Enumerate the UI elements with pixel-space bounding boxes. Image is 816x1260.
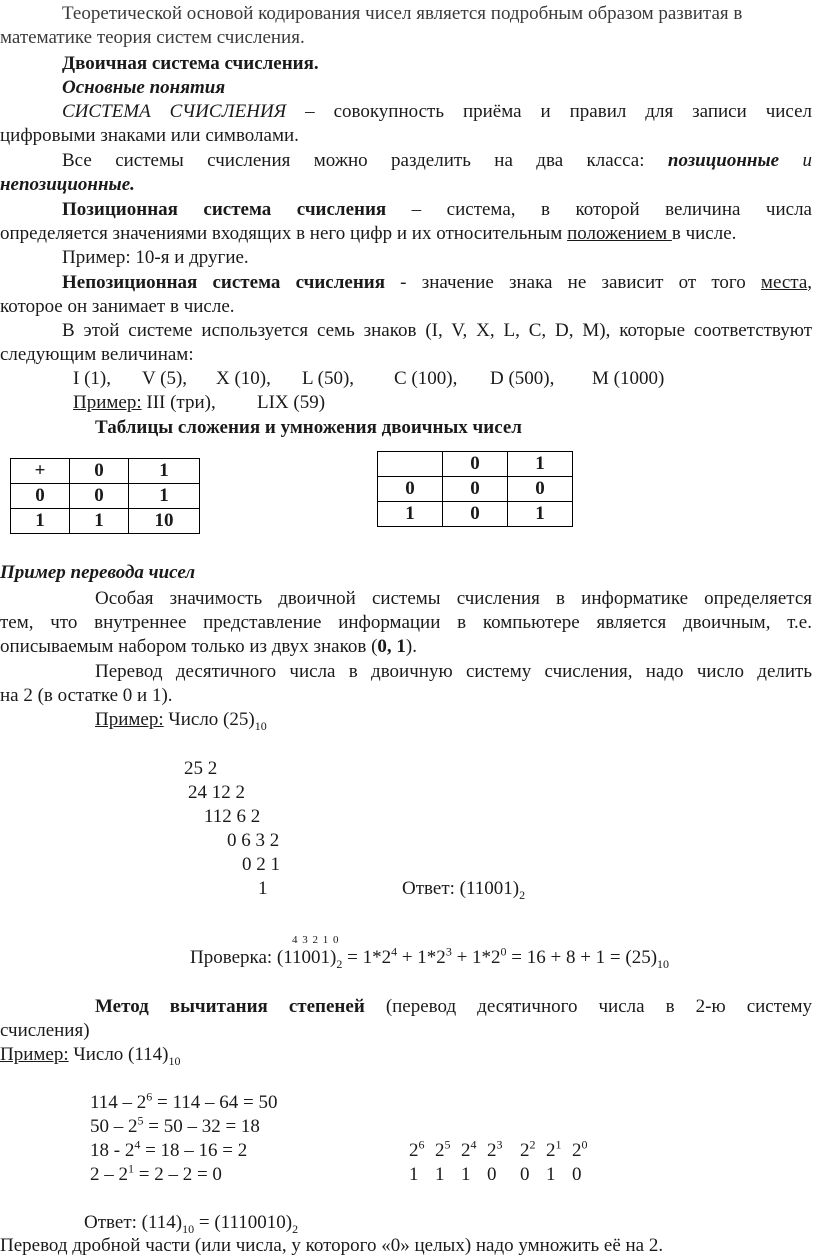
nonpositional-rest-a: - значение знака не зависит от того [385,272,761,293]
term-nonpositional-system: Непозиционная система счисления [62,272,385,293]
subtraction-line-1 [0,996,812,1018]
check-sub-1: 2 [336,956,343,971]
check-sup-3: 0 [500,944,507,959]
conversion-answer-sub: 2 [519,887,526,902]
check-digit-positions: 4 3 2 1 0 [292,934,340,946]
roman-value-7: M (1000) [592,368,665,389]
positional-underlined: положением [567,223,672,244]
subtraction-answer-sub-2: 2 [292,1221,299,1236]
bit-cell: 1 [546,1164,556,1185]
power-exp: 4 [470,1137,477,1152]
check-label: Проверка: (11001) [190,947,337,968]
term-positional: позиционные [667,150,780,171]
definition-rest: – совокупность приёма и правил для записи чисел [286,101,813,122]
conversion-example-text: Число (25) [163,709,255,730]
nonpositional-line-3: В этой системе используется семь знаков (I, V, X, L, C, D, M), которые соответствуют [62,320,812,341]
subtraction-example-text: Число (114) [68,1044,169,1065]
check-eq-4: = 16 + 8 + 1 = (25) [506,947,658,968]
division-step-5: 0 2 1 [242,854,280,875]
definition-line-1 [0,101,812,123]
subtraction-rest: (перевод десятичного числа в 2-ю систему [364,996,812,1017]
power-cell: $2^5$ [435,1137,451,1161]
subtraction-step [90,1137,248,1162]
conversion-example-label: Пример: [95,709,164,730]
check-eq-3: + 1*2 [451,947,501,968]
table-cell: 0 [443,452,508,477]
nonpositional-line-1 [0,272,812,294]
roman-value-2: V (5), [142,368,188,389]
conversion-p1-3c: ). [405,636,417,657]
bit-cell: 0 [520,1164,530,1185]
table-cell: 1 [508,502,573,527]
roman-example [73,392,216,414]
step-power: 6 [146,1089,153,1104]
power-cell: $2^4$ [461,1137,477,1161]
bit-cell: 1 [435,1164,445,1185]
conversion-answer [402,878,525,900]
table-cell: 0 [70,459,129,484]
intro-line-1: Теоретической основой кодирования чисел является подробным образом развитая в [62,3,743,24]
step-a: 50 – 2 [90,1116,138,1137]
conversion-p2-line-2: на 2 (в остатке 0 и 1). [0,685,173,706]
table-row [11,459,200,484]
term-number-system: СИСТЕМА СЧИСЛЕНИЯ [62,101,287,122]
table-cell: 0 [378,477,443,502]
conversion-example [95,709,267,731]
table-cell: 1 [508,452,573,477]
conversion-p1-3a: описываемым набором только из двух знаков ( [0,636,378,657]
table-row [378,452,573,477]
table-row [11,484,200,509]
subtraction-step [90,1113,260,1138]
positional-rest: – система, в которой величина числа [386,199,812,220]
conversion-heading: Пример перевода чисел [0,562,196,583]
check-eq-2: + 1*2 [397,947,446,968]
subtraction-step [90,1161,222,1186]
term-subtraction-method: Метод вычитания степеней [95,996,365,1017]
conversion-p1-line-1: Особая значимость двоичной системы счисления в информатике определяется [95,588,812,609]
subtraction-example [0,1044,181,1066]
roman-value-3: X (10), [216,368,271,389]
conversion-p1-line-3 [0,636,417,658]
table-cell: 1 [129,459,200,484]
term-nonpositional: непозиционные. [0,174,135,195]
check-sub-2: 10 [657,956,670,971]
division-step-3: 112 6 2 [204,806,261,827]
table-cell: 0 [443,502,508,527]
classes-line-1 [0,150,812,172]
step-b: = 2 – 2 = 0 [134,1164,222,1185]
table-cell: 0 [508,477,573,502]
conversion-answer-text: Ответ: (11001) [402,878,520,899]
subtraction-example-label: Пример: [0,1044,69,1065]
bit-cell: 1 [461,1164,471,1185]
term-positional-system: Позиционная система счисления [62,199,387,220]
step-b: = 114 – 64 = 50 [152,1092,278,1113]
roman-value-4: L (50), [302,368,355,389]
positional-example: Пример: 10-я и другие. [62,247,249,268]
table-row [378,502,573,527]
table-row [11,509,200,534]
roman-example-2: LIX (59) [257,392,326,413]
roman-value-6: D (500), [490,368,555,389]
positional-line-1 [0,199,812,221]
final-line: Перевод дробной части (или числа, у которого «0» целых) надо умножить её на 2. [0,1235,664,1256]
table-cell [378,452,443,477]
nonpositional-line-2: которое он занимает в числе. [0,296,235,317]
classes-and: и [779,150,812,171]
tables-heading: Таблицы сложения и умножения двоичных чисел [95,417,522,438]
roman-value-5: C (100), [394,368,458,389]
subtraction-line-2: счисления) [0,1020,90,1041]
positional-line-2 [0,223,736,245]
conversion-p1-3b: 0, 1 [377,636,406,657]
table-cell: 0 [70,484,129,509]
division-step-6: 1 [258,878,268,899]
check-sup-1: 4 [391,944,398,959]
power-cell: $2^6$ [409,1137,425,1161]
nonpositional-rest-b: , [807,272,813,293]
bit-cell: 1 [409,1164,419,1185]
power-exp: 2 [529,1137,536,1152]
check-sup-2: 3 [445,944,452,959]
power-cell: $2^2$ [520,1137,536,1161]
step-b: = 50 – 32 = 18 [143,1116,260,1137]
step-b: = 18 – 16 = 2 [140,1140,248,1161]
power-cell: $2^1$ [546,1137,562,1161]
subtraction-answer-a: Ответ: (114) [84,1212,183,1233]
table-cell: 1 [378,502,443,527]
subtraction-answer-b: = (1110010) [194,1212,293,1233]
check-eq-1: = 1*2 [342,947,392,968]
step-power: 5 [137,1113,144,1128]
conversion-p1-line-2: тем, что внутреннее представление информации в компьютере является двоичным, т.е. [0,612,812,633]
conversion-p2-line-1: Перевод десятичного числа в двоичную систему счисления, надо число делить [95,661,812,682]
table-cell: 1 [11,509,70,534]
subtraction-example-sub: 10 [168,1053,181,1068]
bit-cell: 0 [572,1164,582,1185]
intro-line-2: математике теория систем счисления. [0,27,305,48]
heading-basic-concepts: Основные понятия [62,77,226,98]
step-power: 4 [134,1137,141,1152]
subtraction-answer [84,1212,298,1234]
addition-table [10,458,200,534]
division-step-1: 25 2 [184,758,218,779]
nonpositional-line-4: следующим величинам: [0,344,194,365]
table-cell: 1 [129,484,200,509]
conversion-example-sub: 10 [254,718,267,733]
power-exp: 6 [418,1137,425,1152]
table-cell: 0 [443,477,508,502]
subtraction-step [90,1089,278,1114]
heading-binary-system: Двоичная система счисления. [62,53,319,74]
power-cell: $2^3$ [487,1137,503,1161]
step-power: 1 [128,1161,134,1176]
definition-line-2: цифровыми знаками или символами. [0,125,299,146]
table-cell: 0 [11,484,70,509]
power-exp: 5 [444,1137,451,1152]
step-a: 18 - 2 [90,1140,135,1161]
table-cell: 1 [70,509,129,534]
multiplication-table [377,451,573,527]
nonpositional-underlined: места [760,272,808,293]
power-exp: 3 [496,1137,503,1152]
bit-cell: 0 [487,1164,497,1185]
table-cell: 10 [129,509,200,534]
power-exp: 0 [581,1137,588,1152]
classes-text: Все системы счисления можно разделить на два класса: [62,150,668,171]
division-step-2: 24 12 2 [188,782,245,803]
power-exp: 1 [555,1137,562,1152]
step-a: 114 – 2 [90,1092,147,1113]
roman-example-label: Пример: [73,392,142,413]
roman-example-1: III (три), [141,392,216,413]
step-a: 2 – 2 [90,1164,128,1185]
positional-line-2a: определяется значениями входящих в него цифр и их относительным [0,223,568,244]
division-step-4: 0 6 3 2 [227,830,280,851]
positional-line-2b: в числе. [671,223,737,244]
check-line [190,944,670,971]
table-row [378,477,573,502]
subtraction-answer-sub-1: 10 [182,1221,195,1236]
roman-value-1: I (1), [73,368,111,389]
power-cell: $2^0$ [572,1137,588,1161]
table-cell: + [11,459,70,484]
